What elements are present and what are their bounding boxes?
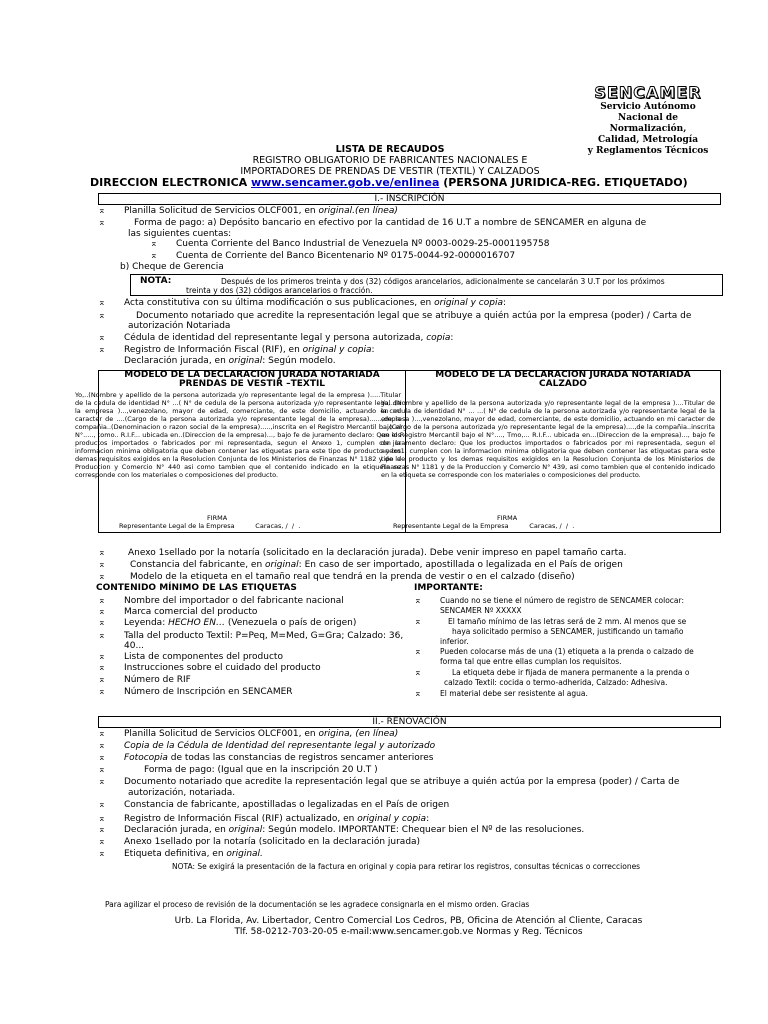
bullet-icon: ⌅ [98, 814, 106, 824]
model-textil-body: Yo,..(Nombre y apellido de la persona autorizada y/o representante legal de la empresa ).....Titular de la cedula de identidad N° ...( N° de cedula de la persona autorizada y/o representante legal de la empresa )...,venezolano, mayor de edad, comerciante, de este domicilio, actuando en mi caracter de ....(Cargo de la persona autorizada y/o representante legal de la empresa)......,de la compañia..(Denominacion o razon social de la empresa).....,inscrita en el Registro Mercantil bajo el N°....., tomo.. R.I.F... ubicada en..(Direccion de la empresa)..., bajo fe de juramento declaro: Que los productos importados o fabricados por mi representada, segun el Anexo 1, cumplen con la informacion minima obligatoria que deben contener las etiquetas para este tipo de producto y los demas requisitos exigidos en la Resolucion Conjunta de los Ministerios de Finanzas N° 1182 y de la Produccion y Comercio N° 440 asi como tambien que el contenido indicado en la etiqueta se corresponde con los materiales o composiciones del producto. [75, 391, 401, 479]
contenido-item-1: ⌅ Nombre del importador o del fabricante nacional [98, 596, 344, 606]
contenido-item-2: ⌅ Marca comercial del producto [98, 607, 258, 617]
bullet-icon: ⌅ [98, 560, 106, 570]
enlinea-link[interactable]: www.sencamer.gob.ve/enlinea [250, 176, 440, 189]
bullet-icon: ⌅ [98, 607, 106, 617]
logo-line-2: Nacional de Normalización, [609, 113, 687, 134]
agilizar-note: Para agilizar el proceso de revisión de la documentación se les agradece consignarla en el mismo orden. Gracias [105, 900, 530, 909]
bullet-icon: ⌅ [98, 663, 106, 673]
dir-prefix: DIRECCION ELECTRONICA [90, 176, 251, 189]
importante-item-2: ⌅ El tamaño mínimo de las letras será de 2 mm. Al menos que se [414, 617, 687, 627]
model-calzado-sign-line: Representante Legal de la Empresa Caracas, / / . [393, 522, 575, 530]
bank-account-2: ⌅ Cuenta de Corriente del Banco Bicentenario Nº 0175-0044-92-0000016707 [150, 251, 516, 261]
bullet-icon: ⌅ [98, 800, 106, 810]
importante-item-4: ⌅ La etiqueta debe ir fijada de manera permanente a la prenda o [414, 668, 690, 678]
bullet-icon: ⌅ [98, 345, 106, 355]
renovacion-item-declaracion: ⌅ Declaración jurada, en original: Según modelo. IMPORTANTE: Chequear bien el Nº de las resoluciones. [98, 825, 585, 835]
renovacion-item-etiqueta: ⌅ Etiqueta definitiva, en original. [98, 849, 263, 859]
inscripcion-item-pago-cont: las siguientes cuentas: [128, 229, 232, 239]
anexo-1: ⌅ Anexo 1sellado por la notaría (solicitado en la declaración jurada). Debe venir impreso en papel tamaño carta. [98, 548, 627, 558]
constancia-fabricante: ⌅ Constancia del fabricante, en original: En caso de ser importado, apostillada o legalizada en el País de origen [98, 560, 623, 570]
contenido-item-inscripcion: ⌅ Número de Inscripción en SENCAMER [98, 687, 293, 697]
model-calzado-body: Yo,..(Nombre y apellido de la persona autorizada y/o representante legal de la empresa )....Titular de la cedula de identidad N° ... ...( N° de cedula de la persona autorizada y/o representante legal de la empresa )...,venezolano, mayor de edad, comerciante, de este domicilio, actuando en mi caracter de ....(Cargo de la persona autorizada y/o representante legal de la empresa)....,de la compañia..inscrita en el Registro Mercantil bajo el N°...., Tmo,... R.I.F... ubicada en...(Direccion de la empresa)..., bajo fe de juramento declaro: Que los productos importados o fabricados por mi representada, segun el anexo1, cumplen con la informacion minima obligatoria que deben contener las etiquetas para este tipo de producto y los demas requisitos exigidos en la Resolucion Conjunta de los Ministerios de Finanzas N° 1181 y de la Produccion y Comercio N° 439, asi como tambien que el contenido indicado en la etiqueta se corresponde con los materiales o composiciones del producto. [381, 399, 715, 479]
footer-address: Urb. La Florida, Av. Libertador, Centro Comercial Los Cedros, PB, Oficina de Atención al Cliente, Caracas [174, 916, 643, 926]
cheque-gerencia: b) Cheque de Gerencia [120, 262, 224, 272]
bullet-icon: ⌅ [98, 652, 106, 662]
renovacion-nota: NOTA: Se exigirá la presentación de la factura en original y copia para retirar los registros, consultas técnicas o correcciones [172, 862, 641, 871]
inscripcion-item-declaracion: Declaración jurada, en original: Según modelo. [124, 356, 336, 366]
renovacion-item-fotocopia: ⌅ Fotocopia de todas las constancias de registros sencamer anteriores [98, 753, 434, 763]
renovacion-item-constancia: ⌅ Constancia de fabricante, apostilladas o legalizadas en el País de origen [98, 800, 450, 810]
importante-item-3: ⌅ Pueden colocarse más de una (1) etiqueta a la prenda o calzado de [414, 647, 694, 657]
model-textil-title: MODELO DE LA DECLARACION JURADA NOTARIADA PRENDAS DE VESTIR –TEXTIL [124, 370, 380, 389]
bullet-icon: ⌅ [150, 239, 158, 249]
renovacion-item-rif: ⌅ Registro de Información Fiscal (RIF) actualizado, en original y copia: [98, 814, 430, 824]
importante-heading: IMPORTANTE: [414, 583, 483, 593]
bullet-icon: ⌅ [98, 311, 106, 321]
logo-brand: SENCAMER [594, 83, 702, 102]
bullet-icon: ⌅ [98, 675, 106, 685]
model-textil-firma: FIRMA [207, 514, 228, 522]
bullet-icon: ⌅ [98, 218, 106, 228]
importante-item-3-cont: forma tal que entre ellas cumplan los requisitos. [440, 657, 622, 666]
bullet-icon: ⌅ [98, 631, 106, 641]
renovacion-item-documento-cont: autorización, notariada. [128, 788, 236, 798]
bullet-icon: ⌅ [414, 689, 422, 699]
bullet-icon: ⌅ [98, 333, 106, 343]
bullet-icon: ⌅ [98, 572, 106, 582]
nota-text-2: treinta y dos (32) códigos arancelarios o fracción. [186, 286, 373, 295]
bullet-icon: ⌅ [150, 251, 158, 261]
document-title: LISTA DE RECAUDOS [335, 144, 445, 155]
importante-item-2-cont-b: inferior. [440, 637, 469, 646]
inscripcion-item-acta: ⌅ Acta constitutiva con su última modificación o sus publicaciones, en original y copia: [98, 298, 507, 308]
inscripcion-item-documento: ⌅ Documento notariado que acredite la representación legal que se atribuye a quién actúa por la empresa (poder) / Carta de [98, 311, 692, 321]
inscripcion-item-pago: ⌅ Forma de pago: a) Depósito bancario en efectivo por la cantidad de 16 U.T a nombre de SENCAMER en alguna de [98, 218, 647, 228]
bullet-icon: ⌅ [98, 777, 106, 787]
dir-suffix: (PERSONA JURIDICA-REG. ETIQUETADO) [439, 176, 688, 189]
contenido-item-leyenda: ⌅ Leyenda: HECHO EN… (Venezuela o país de origen) [98, 618, 357, 628]
footer-contact: Tlf. 58-0212-703-20-05 e-mail:www.sencamer.gob.ve Normas y Reg. Técnicos [234, 927, 583, 937]
bullet-icon: ⌅ [98, 837, 106, 847]
bullet-icon: ⌅ [98, 765, 106, 775]
model-textil-sign-line: Representante Legal de la Empresa Caracas, / / . [119, 522, 301, 530]
renovacion-item-pago: ⌅ Forma de pago: (Igual que en la inscripción 20 U.T ) [98, 765, 378, 775]
bank-account-1: ⌅ Cuenta Corriente del Banco Industrial de Venezuela Nº 0003-0029-25-0001195758 [150, 239, 550, 249]
bullet-icon: ⌅ [98, 729, 106, 739]
importante-item-1: ⌅ Cuando no se tiene el número de registro de SENCAMER colocar: [414, 596, 684, 606]
bullet-icon: ⌅ [98, 548, 106, 558]
inscripcion-heading: I.- INSCRIPCIÓN [98, 193, 721, 205]
importante-item-5: ⌅ El material debe ser resistente al agua. [414, 689, 588, 699]
subtitle-line-1: REGISTRO OBLIGATORIO DE FABRICANTES NACIONALES E [252, 155, 528, 166]
inscripcion-item-cedula: ⌅ Cédula de identidad del representante legal y persona autorizada, copia: [98, 333, 454, 343]
importante-item-1-cont: SENCAMER Nº XXXXX [440, 606, 522, 615]
inscripcion-item-rif: ⌅ Registro de Información Fiscal (RIF), en original y copia: [98, 345, 375, 355]
logo-line-4: y Reglamentos Técnicos [587, 146, 709, 156]
bullet-icon: ⌅ [414, 647, 422, 657]
logo-line-1: Servicio Autónomo [600, 102, 696, 112]
renovacion-item-documento: ⌅ Documento notariado que acredite la representación legal que se atribuye a quién actúa por la empresa (poder) / Carta de [98, 777, 680, 787]
nota-label: NOTA: [140, 276, 172, 286]
nota-box [130, 274, 723, 296]
nota-text-1: Después de los primeros treinta y dos (32) códigos arancelarios, adicionalmente se cancelarán 3 U.T por los próximos [221, 277, 665, 286]
contenido-item-componentes: ⌅ Lista de componentes del producto [98, 652, 283, 662]
bullet-icon: ⌅ [98, 741, 106, 751]
model-calzado-firma: FIRMA [497, 514, 518, 522]
contenido-item-rif: ⌅ Número de RIF [98, 675, 191, 685]
importante-item-4-cont: calzado Textil: cocida o termo-adherida, Calzado: Adhesiva. [444, 678, 668, 687]
bullet-icon: ⌅ [98, 753, 106, 763]
bullet-icon: ⌅ [414, 668, 422, 678]
contenido-item-instrucciones: ⌅ Instrucciones sobre el cuidado del producto [98, 663, 321, 673]
model-calzado-title: MODELO DE LA DECLARACION JURADA NOTARIADA CALZADO [435, 370, 691, 389]
bullet-icon: ⌅ [98, 849, 106, 859]
bullet-icon: ⌅ [98, 298, 106, 308]
contenido-heading: CONTENIDO MÍNIMO DE LAS ETIQUETAS [96, 583, 297, 593]
electronic-address [90, 176, 688, 189]
renovacion-heading: II.- RENOVACIÓN [98, 716, 721, 728]
bullet-icon: ⌅ [98, 206, 106, 216]
declaracion-models-box [75, 370, 721, 533]
inscripcion-item-planilla: ⌅ Planilla Solicitud de Servicios OLCF001, en original.(en línea) [98, 206, 398, 216]
contenido-item-talla: ⌅ Talla del producto Textil: P=Peq, M=Med, G=Gra; Calzado: 36, [98, 631, 404, 641]
bullet-icon: ⌅ [98, 618, 106, 628]
inscripcion-item-documento-cont: autorización Notariada [128, 321, 231, 331]
bullet-icon: ⌅ [414, 617, 422, 627]
modelo-etiqueta: ⌅ Modelo de la etiqueta en el tamaño real que tendrá en la prenda de vestir o en el calzado (diseño) [98, 572, 575, 582]
importante-item-2-cont-a: haya solicitado permiso a SENCAMER, justificando un tamaño [452, 627, 684, 636]
renovacion-item-cedula: ⌅ Copia de la Cédula de Identidad del representante legal y autorizado [98, 741, 436, 751]
subtitle-line-2: IMPORTADORES DE PRENDAS DE VESTIR (TEXTIL) Y CALZADOS [240, 166, 540, 177]
bullet-icon: ⌅ [98, 687, 106, 697]
bullet-icon: ⌅ [414, 596, 422, 606]
logo-line-3: Calidad, Metrología [597, 135, 699, 145]
contenido-item-talla-cont: 40... [124, 641, 145, 651]
renovacion-item-planilla: ⌅ Planilla Solicitud de Servicios OLCF001, en origina, (en línea) [98, 729, 399, 739]
bullet-icon: ⌅ [98, 596, 106, 606]
bullet-icon: ⌅ [98, 825, 106, 835]
renovacion-item-anexo: ⌅ Anexo 1sellado por la notaría (solicitado en la declaración jurada) [98, 837, 421, 847]
